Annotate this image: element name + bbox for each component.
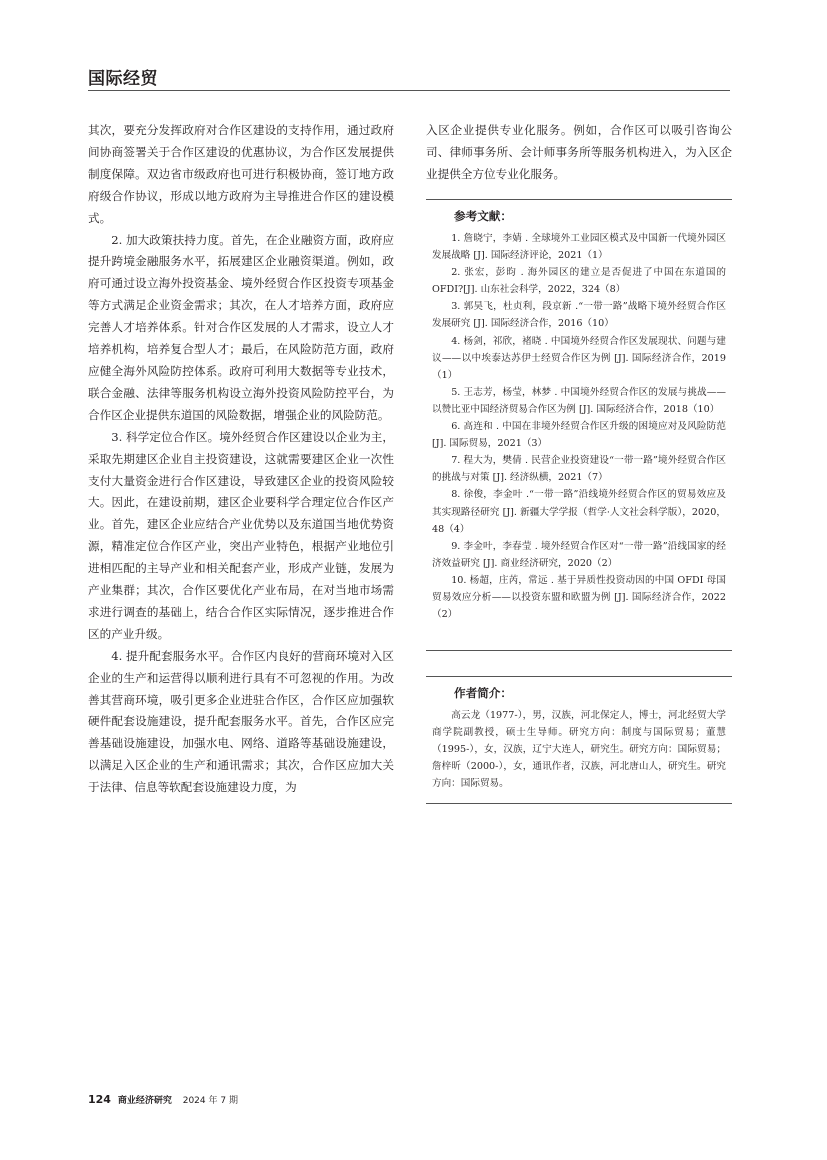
author-text: 高云龙（1977-），男，汉族，河北保定人，博士，河北经贸大学商学院副教授，硕士生导师。研究方向：制度与国际贸易；董慧（1995-），女，汉族，辽宁大连人，研究生。研究方向：国际贸易；詹梓昕（2000-），女，通讯作者，汉族，河北唐山人，研究生。研究方向：国际贸易。 — [432, 710, 726, 790]
reference-item: 8. 徐俊，李金叶 .“一带一路”沿线境外经贸合作区的贸易效应及其实现路径研究 [J]. 新疆大学学报（哲学·人文社会科学版），2020，48（4） — [432, 489, 726, 535]
left-column — [88, 120, 394, 799]
reference-item: 10. 杨超，庄芮，常远 . 基于异质性投资动因的中国 OFDI 母国贸易效应分析——以投资东盟和欧盟为例 [J]. 国际经济合作，2022（2） — [432, 574, 726, 621]
journal-issue: 2024 年 7 期 — [182, 1096, 238, 1106]
right-column — [426, 120, 732, 186]
author-box — [426, 676, 732, 792]
reference-item: 9. 李金叶，李春莹 . 境外经贸合作区对“一带一路”沿线国家的经济效益研究 [J]. 商业经济研究，2020（2） — [432, 540, 726, 569]
reference-item: 7. 程大为，樊倩 . 民营企业投资建设“一带一路”境外经贸合作区的挑战与对策 [J]. 经济纵横，2021（7） — [432, 455, 726, 484]
reference-item: 1. 詹晓宁，李婧 . 全球境外工业园区模式及中国新一代境外园区发展战略 [J]. 国际经济评论，2021（1） — [432, 233, 726, 262]
header-rule — [88, 90, 730, 91]
body-paragraph: 4. 提升配套服务水平。合作区内良好的营商环境对入区企业的生产和运营得以顺利进行具有不可忽视的作用。为改善其营商环境，吸引更多企业进驻合作区，合作区应加强软硬件配套设施建设，提升配套服务水平。首先，合作区应完善基础设施建设，加强水电、网络、道路等基础设施建设，以满足入区企业的生产和通讯需求；其次，合作区应加大关于法律、信息等软配套设施建设力度，为 — [88, 648, 394, 795]
author-heading: 作者简介： — [454, 686, 512, 700]
reference-item: 2. 张宏，彭昀 . 海外园区的建立是否促进了中国在东道国的 OFDI?[J]. 山东社会科学，2022，324（8） — [432, 267, 726, 296]
body-paragraph: 3. 科学定位合作区。境外经贸合作区建设以企业为主，采取先期建区企业自主投资建设，这就需要建区企业一次性支付大量资金进行合作区建设，导致建区企业的投资风险较大。因此，在建设前期，建区企业要科学合理定位合作区产业。首先，建区企业应结合产业优势以及东道国当地优势资源，精准定位合作区产业，突出产业特色，根据产业地位引进相匹配的主导产业和相关配套产业，形成产业链，发展为产业集群；其次，合作区要优化产业布局，在对当地市场需求进行调查的基础上，结合合作区实际情况，逐步推进合作区的产业升级。 — [88, 429, 394, 641]
references-heading: 参考文献： — [454, 209, 512, 223]
body-paragraph-continued: 入区企业提供专业化服务。例如，合作区可以吸引咨询公司、律师事务所、会计师事务所等服务机构进入，为入区企业提供全方位专业化服务。 — [426, 123, 732, 181]
reference-item: 3. 郭昊飞，杜贞利，段京新 .“一带一路”战略下境外经贸合作区发展研究 [J]. 国际经济合作，2016（10） — [432, 301, 726, 330]
references-bottom-rule — [426, 650, 732, 651]
reference-list — [426, 230, 732, 623]
journal-name: 商业经济研究 — [117, 1096, 172, 1106]
reference-item: 5. 王志芳，杨莹，林梦 . 中国境外经贸合作区的发展与挑战——以赞比亚中国经济贸易合作区为例 [J]. 国际经济合作，2018（10） — [432, 386, 726, 415]
reference-item: 4. 杨剑，祁欣，褚晓 . 中国境外经贸合作区发展现状、问题与建议——以中埃泰达苏伊士经贸合作区为例 [J]. 国际经济合作，2019（1） — [432, 335, 726, 381]
reference-item: 6. 高连和 . 中国在非境外经贸合作区升级的困境应对及风险防范 [J]. 国际贸易，2021（3） — [432, 421, 726, 450]
page-number: 124 — [88, 1093, 111, 1106]
references-box — [426, 199, 732, 623]
body-paragraph: 其次，要充分发挥政府对合作区建设的支持作用，通过政府间协商签署关于合作区建设的优惠协议，为合作区发展提供制度保障。双边省市级政府也可进行积极协商，签订地方政府级合作协议，形成以地方政府为主导推进合作区的建设模式。 — [88, 123, 394, 225]
page-footer — [88, 1093, 238, 1106]
section-title: 国际经贸 — [88, 69, 158, 89]
body-paragraph: 2. 加大政策扶持力度。首先，在企业融资方面，政府应提升跨境金融服务水平，拓展建区企业融资渠道。例如，政府可通过设立海外投资基金、境外经贸合作区投资专项基金等方式满足企业资金需求；其次，在人才培养方面，政府应完善人才培养体系。针对合作区发展的人才需求，设立人才培养机构，培养复合型人才；最后，在风险防范方面，政府应健全海外风险防控体系。政府可利用大数据等专业技术，联合金融、法律等服务机构设立海外投资风险防控平台，为合作区企业提供东道国的风险数据，增强企业的风险防范。 — [88, 232, 394, 422]
author-bottom-rule — [426, 803, 732, 804]
